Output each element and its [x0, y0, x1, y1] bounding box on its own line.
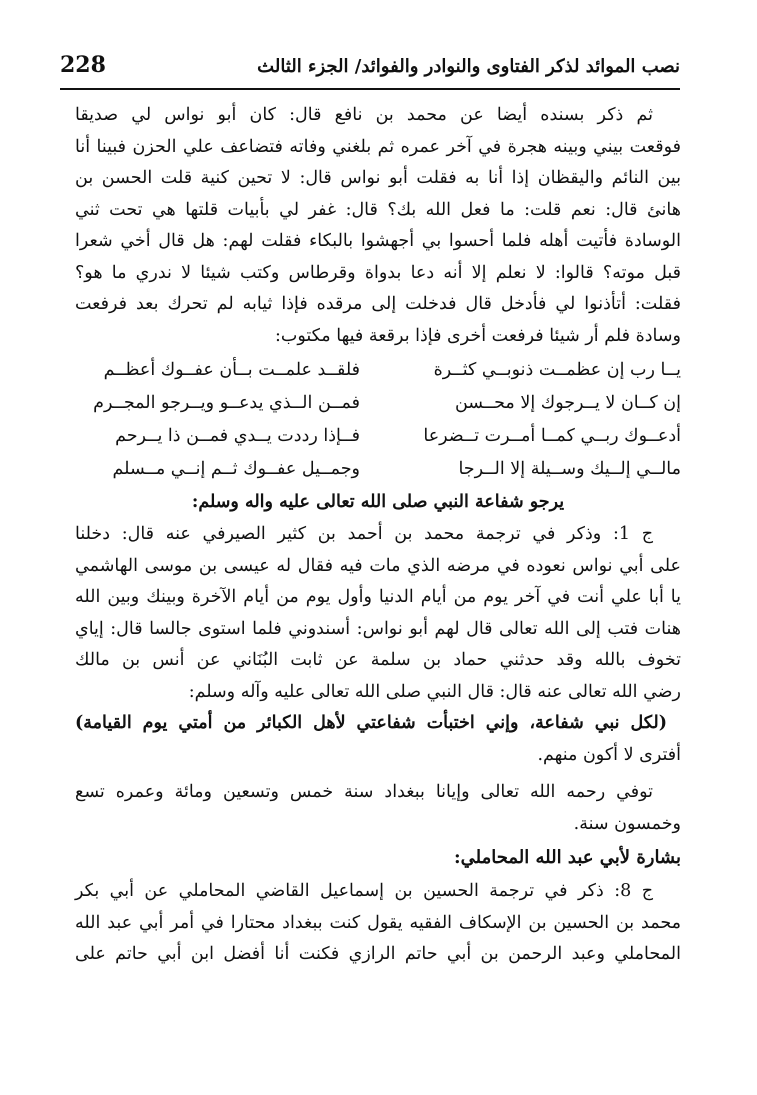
- text-line: رضي الله تعالى عنه قال: قال النبي صلى الله تعالى عليه وآله وسلم:: [188, 681, 681, 702]
- header-rule: [60, 88, 680, 90]
- section-heading: بشارة لأبي عبد الله المحاملي:: [454, 847, 681, 868]
- text-line: وخمسون سنة.: [573, 813, 681, 834]
- verse-second-hemistich: فمــن الــذي يدعــو ويــرجو المجــرم: [93, 393, 360, 413]
- paragraph-2: [75, 519, 681, 708]
- poem-verse: [75, 387, 681, 420]
- page-number: 228: [60, 52, 106, 78]
- verse-second-hemistich: فــإذا رددت يــدي فمــن ذا يــرحم: [115, 426, 360, 446]
- verse-first-hemistich: إن كــان لا يــرجوك إلا محــسن: [454, 393, 681, 413]
- text-line: بين النائم واليقظان إذا أنا به فقلت أبو نواس قال: لا تحين كنية قلت الحسن بن: [75, 168, 681, 188]
- page-header: [60, 50, 680, 90]
- text-line: فوقعت بيني وبينه هجرة في آخر عمره ثم بلغني وفاته فتضاعف علي الحزن فبينا أنا: [75, 136, 681, 157]
- text-line: ثم ذكر بسنده أيضا عن محمد بن نافع قال: كان أبو نواس لي صديقا: [75, 105, 653, 125]
- paragraph-1: [75, 100, 681, 352]
- text-line: على أبي نواس نعوده في مرضه الذي مات فيه فقال له عيسى بن موسى الهاشمي: [75, 555, 681, 576]
- text-line: ج 1: وذكر في ترجمة محمد بن أحمد بن كثير الصيرفي عنه قال: دخلنا: [75, 524, 653, 544]
- text-line: الوسادة فأتيت أهله فلما أحسوا بي أجهشوا بالبكاء فقلت لهم: هل قال أخي شعرا: [75, 231, 681, 251]
- text-line: أفترى لا أكون منهم.: [537, 744, 681, 765]
- poem: [75, 354, 681, 486]
- poem-verse: [75, 453, 681, 486]
- verse-first-hemistich: يــا رب إن عظمــت ذنوبــي كثــرة: [433, 360, 681, 380]
- text-line: فقلت: أتأذنوا لي فأدخل قال فدخلت إلى مرقده فإذا ثيابه لم تحرك بعد فرفعت: [75, 294, 681, 314]
- text-line: تخوف بالله وقد حدثني حماد بن سلمة عن ثابت البُنَاني عن أنس بن مالك: [75, 650, 681, 670]
- text-line: محمد بن الحسين بن الإسكاف الفقيه يقول كنت ببغداد محتارا في أمر أبي عبد الله: [75, 912, 681, 933]
- running-title: نصب الموائد لذكر الفتاوى والنوادر والفوائد/ الجزء الثالث: [257, 56, 680, 77]
- hadith-text: (لكل نبي شفاعة، وإني اختبأت شفاعتي لأهل الكبائر من أمتي يوم القيامة): [75, 713, 667, 733]
- text-line: قبل موته؟ قالوا: لا نعلم إلا أنه دعا بدواة وقرطاس وكتب شيئا لا ندري ما هو؟: [75, 262, 681, 283]
- poem-verse: [75, 354, 681, 387]
- hadith-quote: [75, 708, 681, 771]
- text-line: يا أبا علي أنت في آخر يوم من أيام الدنيا وأول يوم من أيام الآخرة وبينك وبين الله: [75, 587, 681, 607]
- page-body: [75, 100, 681, 971]
- text-line: هانئ قال: نعم قلت: ما فعل الله بك؟ قال: غفر لي بأبيات قلتها هي تحت ثني: [75, 199, 681, 220]
- verse-second-hemistich: وجمــيل عفــوك ثــم إنــي مــسلم: [112, 459, 360, 479]
- sub-heading: يرجو شفاعة النبي صلى الله تعالى عليه واله وسلم:: [191, 492, 565, 512]
- verse-second-hemistich: فلقــد علمــت بــأن عفــوك أعظــم: [103, 360, 360, 380]
- text-line: ج 8: ذكر في ترجمة الحسين بن إسماعيل القاضي المحاملي عن أبي بكر: [75, 881, 653, 901]
- verse-first-hemistich: أدعــوك ربــي كمــا أمــرت تــضرعا: [423, 426, 681, 446]
- text-line: وسادة فلم أر شيئا فرفعت أخرى فإذا برقعة فيها مكتوب:: [274, 325, 681, 346]
- paragraph-3: [75, 777, 681, 840]
- paragraph-4: [75, 876, 681, 971]
- text-line: هنات فتب إلى الله تعالى قال لهم أبو نواس: أسندوني فلما استوى جالسا قال: إياي: [75, 618, 681, 639]
- text-line: توفي رحمه الله تعالى وإيانا ببغداد سنة خمس وتسعين ومائة وعمره تسع: [75, 782, 653, 802]
- text-line: المحاملي وعبد الرحمن بن أبي حاتم الرازي فكنت أنا أفضل ابن أبي حاتم على: [75, 944, 681, 964]
- verse-first-hemistich: مالــي إلــيك وســيلة إلا الــرجا: [458, 459, 681, 479]
- poem-verse: [75, 420, 681, 453]
